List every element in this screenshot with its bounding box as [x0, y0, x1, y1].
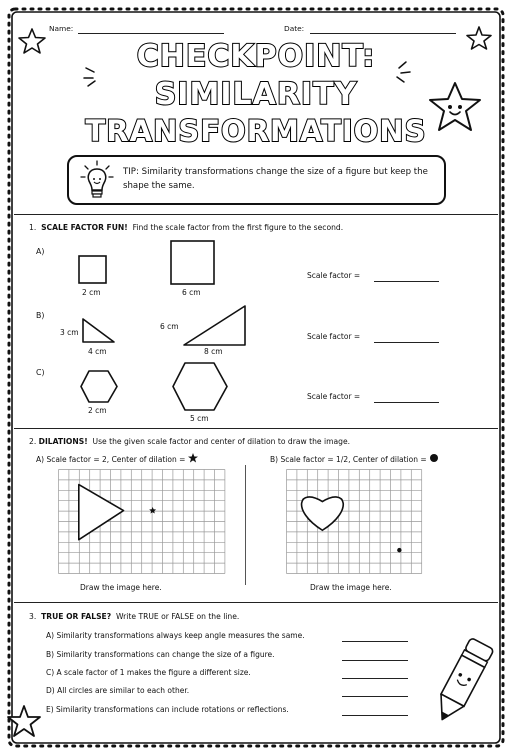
dot-center-icon	[429, 453, 439, 463]
scale-factor-label: Scale factor =	[307, 392, 361, 401]
divider	[14, 602, 498, 603]
name-field[interactable]	[78, 33, 224, 34]
figure-label: 4 cm	[88, 347, 107, 356]
tip-body: Similarity transformations change the size of a figure but keep the shape the same.	[123, 167, 428, 191]
figure-side-label: 3 cm	[60, 328, 79, 337]
heart-figure	[302, 497, 344, 530]
divider	[14, 428, 498, 429]
answer-line[interactable]	[374, 402, 439, 403]
dilation-a-label: A) Scale factor = 2, Center of dilation =	[36, 453, 198, 464]
lightbulb-icon	[79, 159, 115, 201]
title-line1: CHECKPOINT:	[136, 39, 376, 74]
title-line3: TRANSFORMATIONS	[85, 114, 427, 148]
tip-box	[67, 155, 446, 205]
section2-heading: 2. DILATIONS! Use the given scale factor and center of dilation to draw the image.	[29, 437, 351, 446]
grid-caption: Draw the image here.	[310, 583, 392, 592]
section1-heading: 1. SCALE FACTOR FUN! Find the scale factor from the first figure to the second.	[29, 223, 344, 232]
figure-label: 5 cm	[190, 414, 209, 423]
true-false-statement: C) A scale factor of 1 makes the figure a different size.	[46, 668, 251, 677]
true-false-statement: E) Similarity transformations can include rotations or reflections.	[46, 705, 289, 714]
grid-caption: Draw the image here.	[80, 583, 162, 592]
answer-line[interactable]	[342, 641, 408, 642]
answer-line[interactable]	[342, 660, 408, 661]
dilation-b-label: B) Scale factor = 1/2, Center of dilation =	[270, 453, 439, 464]
tip-label: TIP:	[123, 167, 139, 177]
center-dot	[397, 548, 401, 552]
scale-factor-label: Scale factor =	[307, 271, 361, 280]
star-center-icon	[188, 453, 198, 463]
large-square	[170, 240, 216, 286]
tip-text	[123, 165, 433, 193]
large-triangle	[183, 305, 247, 347]
figure-label: 8 cm	[204, 347, 223, 356]
large-hexagon	[172, 362, 228, 412]
item-letter: B)	[36, 311, 45, 320]
true-false-statement: B) Similarity transformations can change the size of a figure.	[46, 650, 275, 659]
divider	[14, 214, 498, 215]
date-field[interactable]	[310, 33, 456, 34]
name-label: Name:	[49, 24, 74, 33]
section3-heading: 3. TRUE OR FALSE? Write TRUE or FALSE on the line.	[29, 612, 240, 621]
item-letter: A)	[36, 247, 45, 256]
title-line2: SIMILARITY	[154, 77, 358, 112]
answer-line[interactable]	[374, 281, 439, 282]
triangle-figure	[79, 485, 124, 540]
star-icon	[466, 26, 492, 50]
small-square	[78, 255, 108, 285]
small-triangle	[82, 318, 116, 344]
dilation-grid-a[interactable]	[58, 469, 225, 576]
date-label: Date:	[284, 24, 305, 33]
pencil-character-icon	[425, 632, 497, 732]
item-letter: C)	[36, 368, 45, 377]
small-hexagon	[80, 370, 118, 404]
figure-label: 2 cm	[88, 406, 107, 415]
answer-line[interactable]	[342, 715, 408, 716]
scale-factor-label: Scale factor =	[307, 332, 361, 341]
answer-line[interactable]	[374, 342, 439, 343]
star-icon	[18, 28, 46, 54]
true-false-statement: A) Similarity transformations always keep angle measures the same.	[46, 631, 305, 640]
star-icon	[6, 704, 42, 740]
answer-line[interactable]	[342, 696, 408, 697]
dilation-grid-b[interactable]	[286, 469, 421, 576]
figure-label: 2 cm	[82, 288, 101, 297]
divider	[245, 465, 246, 585]
true-false-statement: D) All circles are similar to each other.	[46, 686, 190, 695]
answer-line[interactable]	[342, 678, 408, 679]
figure-side-label: 6 cm	[160, 322, 179, 331]
center-star	[149, 507, 156, 514]
figure-label: 6 cm	[182, 288, 201, 297]
